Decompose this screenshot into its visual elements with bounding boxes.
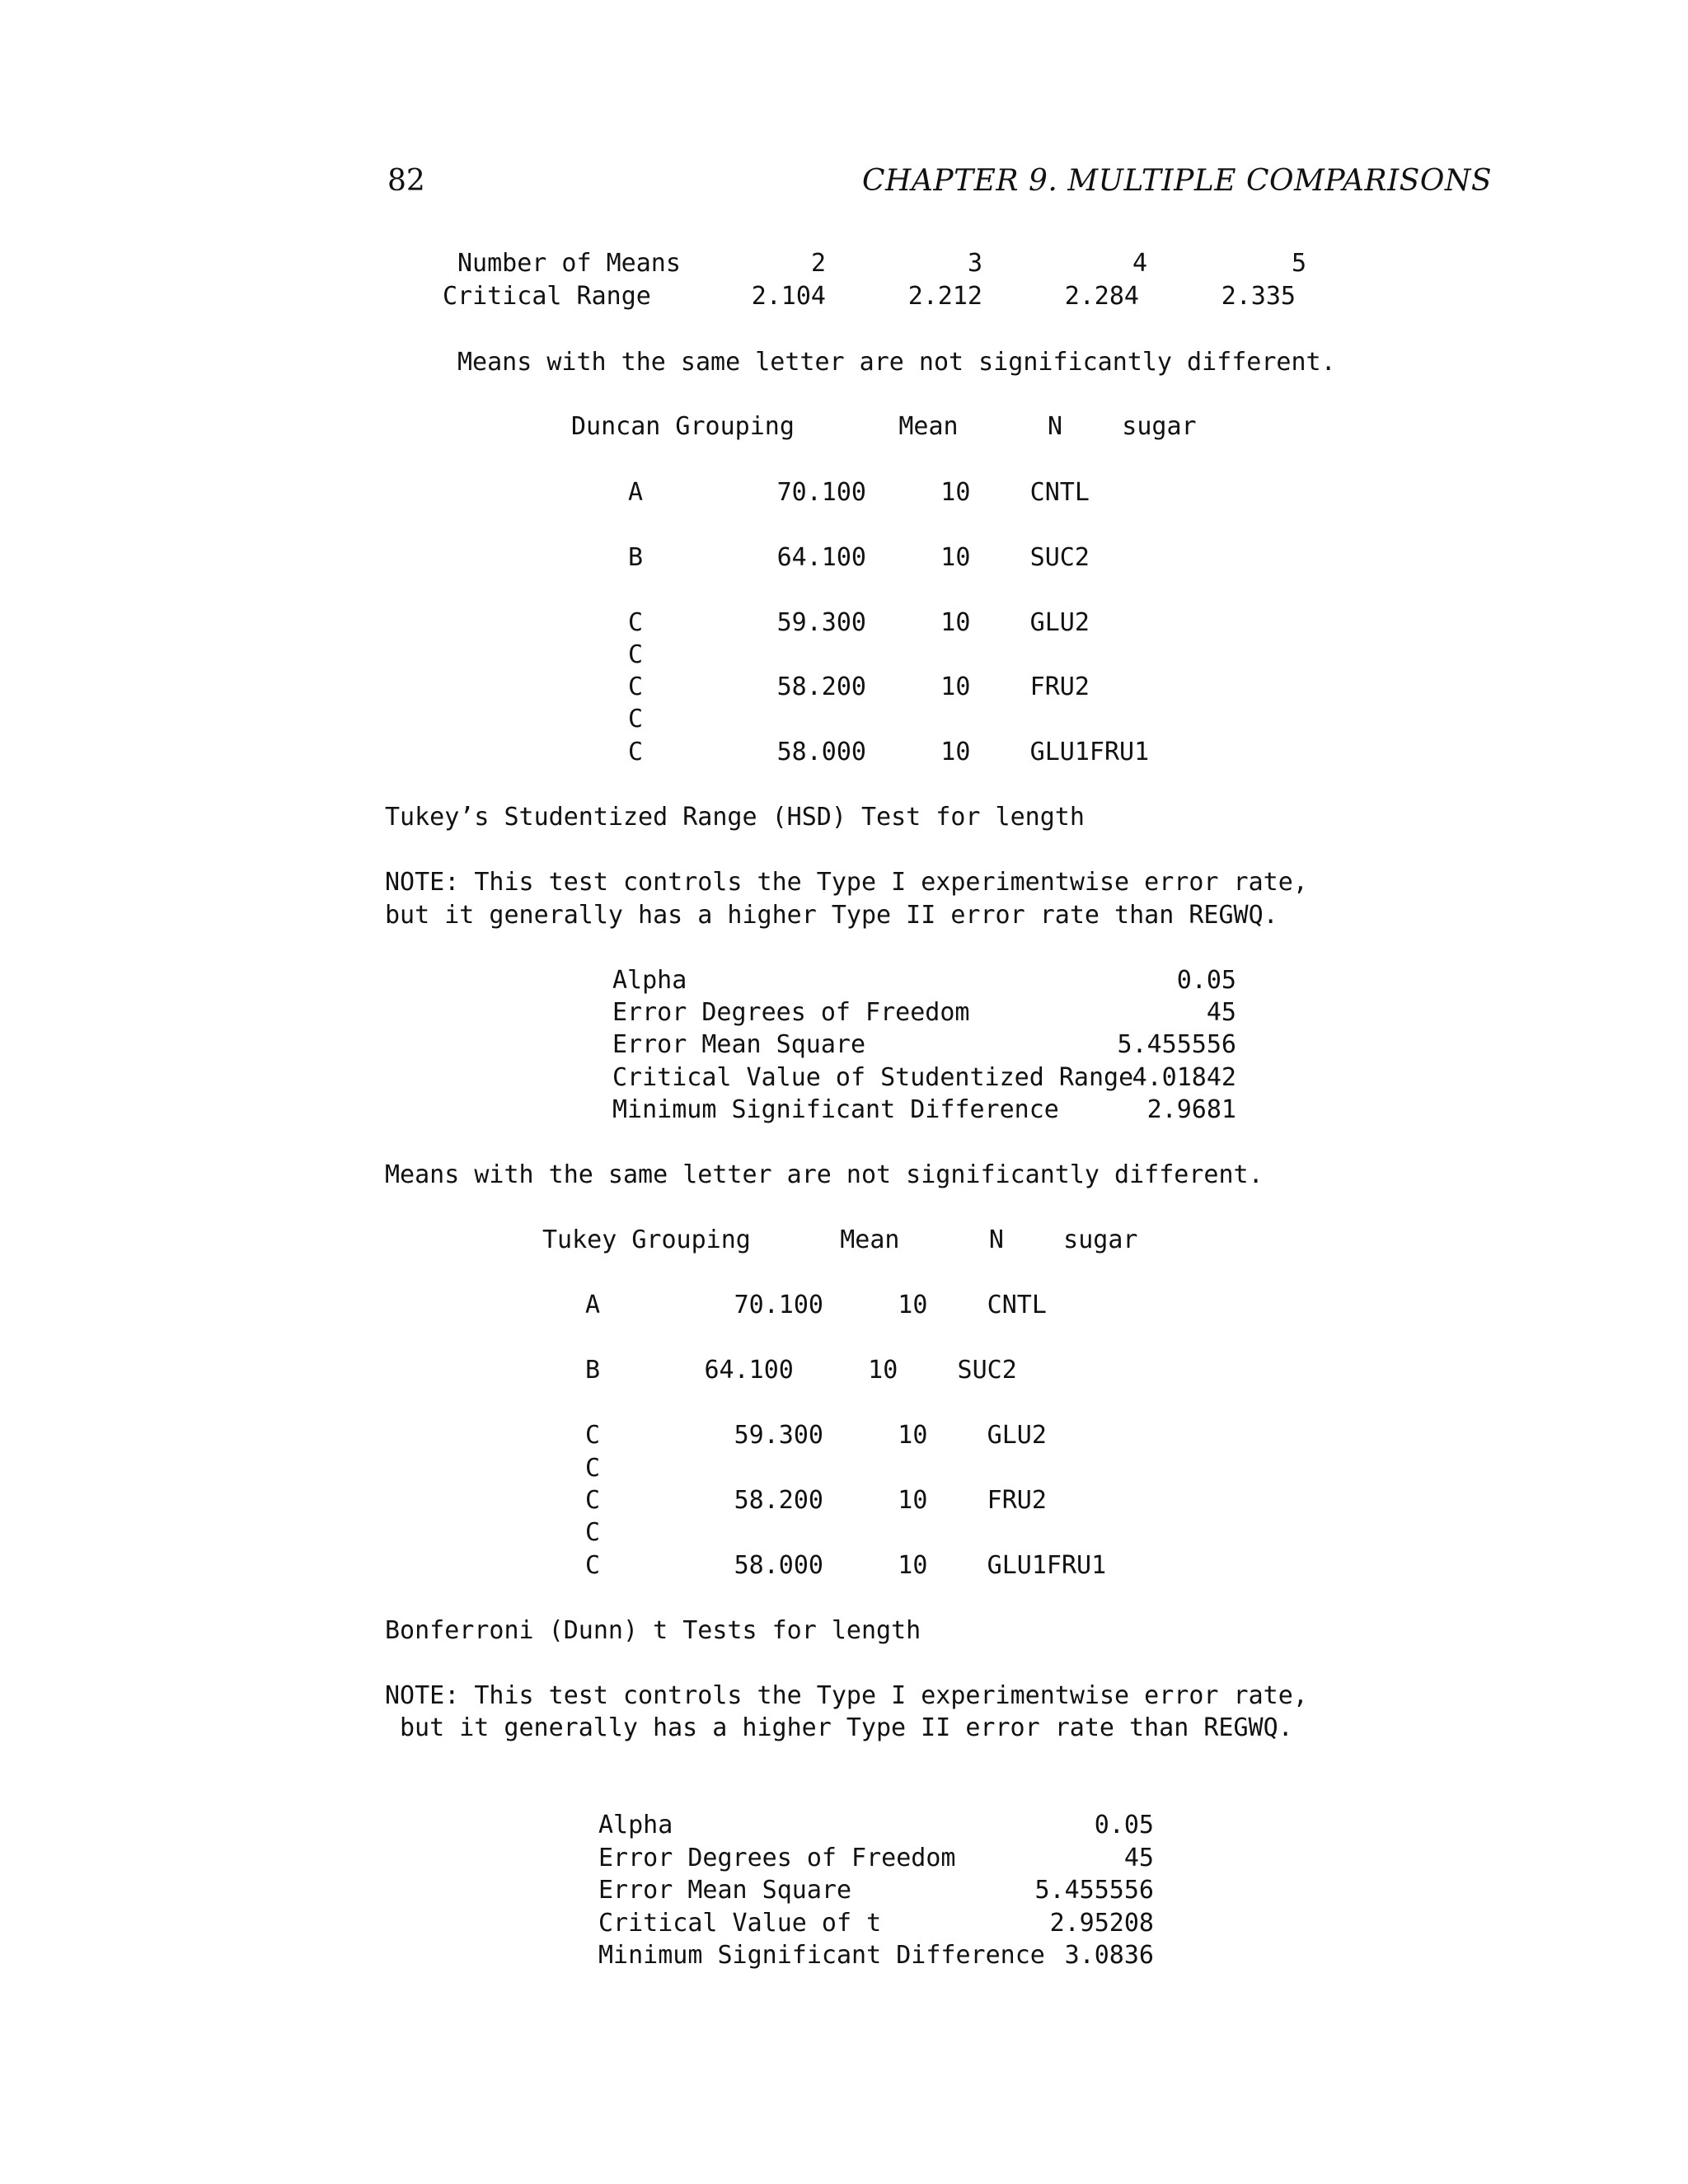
- stat-label: Alpha: [598, 1811, 673, 1840]
- number-of-means-label: Number of Means: [457, 249, 681, 278]
- stat-label: Alpha: [612, 966, 687, 995]
- bonferroni-note-line-1: NOTE: This test controls the Type I experimentwise error rate,: [385, 1681, 1308, 1710]
- critical-range-cell: 2.335: [1221, 282, 1296, 311]
- stat-value: 2.95208: [1049, 1909, 1154, 1938]
- stat-label: Error Mean Square: [598, 1876, 852, 1905]
- table-row: C 58.000 10 GLU1FRU1: [628, 738, 1150, 766]
- table-row: A 70.100 10 CNTL: [585, 1291, 1047, 1319]
- table-row: C 59.300 10 GLU2: [628, 608, 1090, 637]
- stat-label: Error Degrees of Freedom: [612, 998, 970, 1027]
- table-row: B 64.100 10 SUC2: [628, 543, 1090, 572]
- means-note: Means with the same letter are not significantly different.: [457, 348, 1336, 377]
- table-row: C: [585, 1454, 601, 1483]
- means-note: Means with the same letter are not significantly different.: [385, 1160, 1264, 1189]
- chapter-title: CHAPTER 9. MULTIPLE COMPARISONS: [861, 164, 1492, 198]
- stat-label: Minimum Significant Difference: [612, 1095, 1059, 1124]
- table-row: C 58.200 10 FRU2: [628, 673, 1090, 701]
- tukey-title: Tukey’s Studentized Range (HSD) Test for length: [385, 803, 1085, 832]
- num-means-cell: 3: [967, 249, 982, 278]
- bonferroni-title: Bonferroni (Dunn) t Tests for length: [385, 1616, 921, 1645]
- stat-label: Error Degrees of Freedom: [598, 1844, 956, 1872]
- stat-value: 0.05: [1094, 1811, 1154, 1840]
- critical-range-cell: 2.284: [1064, 282, 1139, 311]
- table-row: C 58.000 10 GLU1FRU1: [585, 1551, 1107, 1580]
- critical-range-cell: 2.104: [751, 282, 826, 311]
- num-means-cell: 2: [810, 249, 826, 278]
- stat-value: 0.05: [1176, 966, 1236, 995]
- tukey-note-line-2: but it generally has a higher Type II error rate than REGWQ.: [385, 901, 1278, 930]
- table-row: B 64.100 10 SUC2: [585, 1356, 1017, 1385]
- critical-range-label: Critical Range: [443, 282, 651, 311]
- stat-value: 3.0836: [1064, 1941, 1154, 1970]
- stat-label: Critical Value of Studentized Range: [612, 1063, 1134, 1092]
- tukey-note-line-1: NOTE: This test controls the Type I experimentwise error rate,: [385, 868, 1308, 897]
- stat-label: Minimum Significant Difference: [598, 1941, 1045, 1970]
- stat-value: 2.9681: [1146, 1095, 1236, 1124]
- table-row: A 70.100 10 CNTL: [628, 478, 1090, 507]
- tukey-table-header: Tukey Grouping Mean N sugar: [542, 1226, 1138, 1254]
- table-row: C 58.200 10 FRU2: [585, 1486, 1047, 1515]
- duncan-table-header: Duncan Grouping Mean N sugar: [571, 412, 1197, 441]
- table-row: C: [628, 705, 644, 733]
- num-means-cell: 4: [1132, 249, 1147, 278]
- table-row: C: [628, 640, 644, 669]
- num-means-cell: 5: [1291, 249, 1306, 278]
- table-row: C: [585, 1518, 601, 1547]
- table-row: C 59.300 10 GLU2: [585, 1421, 1047, 1450]
- critical-range-cell: 2.212: [907, 282, 982, 311]
- bonferroni-note-line-2: but it generally has a higher Type II error rate than REGWQ.: [400, 1713, 1293, 1742]
- stat-value: 5.455556: [1117, 1030, 1236, 1059]
- stat-value: 4.01842: [1132, 1063, 1236, 1092]
- page-number: 82: [387, 164, 425, 198]
- stat-value: 45: [1123, 1844, 1154, 1872]
- stat-label: Critical Value of t: [598, 1909, 882, 1938]
- stat-value: 5.455556: [1034, 1876, 1154, 1905]
- stat-label: Error Mean Square: [612, 1030, 866, 1059]
- stat-value: 45: [1206, 998, 1236, 1027]
